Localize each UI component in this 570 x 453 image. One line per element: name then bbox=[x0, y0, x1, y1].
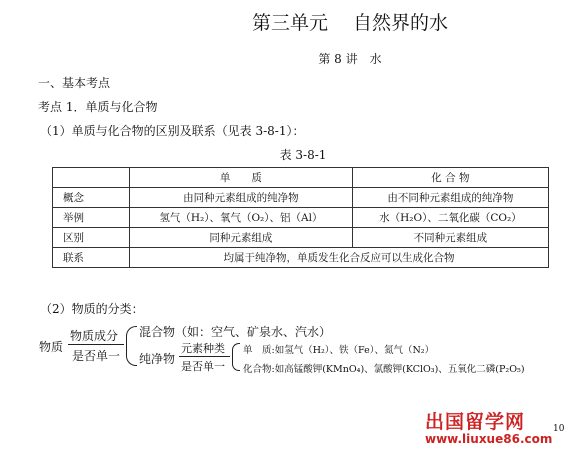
table-cell: 不同种元素组成 bbox=[352, 228, 548, 248]
lecture-title: 第 8 讲 水 bbox=[318, 52, 382, 66]
watermark-url: www.liuxue86.com bbox=[425, 432, 553, 446]
row-label: 联系 bbox=[53, 248, 130, 268]
table-header-cell bbox=[53, 168, 130, 188]
point-heading: 考点 1．单质与化合物 bbox=[38, 100, 158, 114]
brace-bracket bbox=[126, 326, 137, 366]
watermark-name: 出国留学网 bbox=[425, 411, 526, 433]
arrow-line bbox=[68, 344, 124, 345]
table-header-row bbox=[53, 168, 549, 188]
table-row bbox=[53, 248, 549, 268]
arrow-line bbox=[179, 356, 230, 357]
table-cell: 由同种元素组成的纯净物 bbox=[130, 188, 353, 208]
comparison-table bbox=[52, 167, 549, 268]
diagram-root: 物质 bbox=[39, 340, 64, 354]
compound-node: 化合物:如高锰酸钾(KMnO₄)、氯酸钾(KClO₃)、五氧化二磷(P₂O₅) bbox=[243, 364, 525, 375]
element-node: 单 质:如氢气（H₂）、铁（Fe）、氮气（N₂） bbox=[243, 345, 435, 356]
table-row bbox=[53, 228, 549, 248]
table-row bbox=[53, 208, 549, 228]
table-cell: 同种元素组成 bbox=[130, 228, 353, 248]
row-label: 概念 bbox=[53, 188, 130, 208]
table-header-cell: 单 质 bbox=[130, 168, 353, 188]
brace-bracket bbox=[232, 343, 240, 371]
section-heading: 一、基本考点 bbox=[38, 76, 111, 90]
row-label: 区别 bbox=[53, 228, 130, 248]
unit-title: 第三单元 自然界的水 bbox=[251, 12, 449, 34]
page-number: 10 bbox=[553, 424, 565, 434]
edge1-bottom-label: 是否单一 bbox=[72, 349, 121, 363]
item-1-text: （1）单质与化合物的区别及联系（见表 3-8-1）： bbox=[40, 124, 305, 138]
item-2-text: （2）物质的分类： bbox=[40, 302, 144, 316]
watermark-logo bbox=[425, 407, 552, 446]
table-cell: 由不同种元素组成的纯净物 bbox=[352, 188, 548, 208]
edge2-top-label: 元素种类 bbox=[181, 342, 225, 355]
table-row bbox=[53, 188, 549, 208]
table-cell: 氢气（H₂）、氧气（O₂）、铝（Al） bbox=[130, 208, 353, 228]
mixture-node: 混合物（如：空气、矿泉水、汽水） bbox=[139, 325, 332, 339]
table-caption: 表 3-8-1 bbox=[279, 148, 327, 162]
edge2-bottom-label: 是否单一 bbox=[181, 360, 225, 373]
table-cell: 水（H₂O）、二氧化碳（CO₂） bbox=[352, 208, 548, 228]
row-label: 举例 bbox=[53, 208, 130, 228]
pure-substance-node: 纯净物 bbox=[139, 352, 176, 366]
edge1-top-label: 物质成分 bbox=[70, 329, 119, 343]
table-cell-merged: 均属于纯净物，单质发生化合反应可以生成化合物 bbox=[130, 248, 549, 268]
table-header-cell: 化 合 物 bbox=[352, 168, 548, 188]
